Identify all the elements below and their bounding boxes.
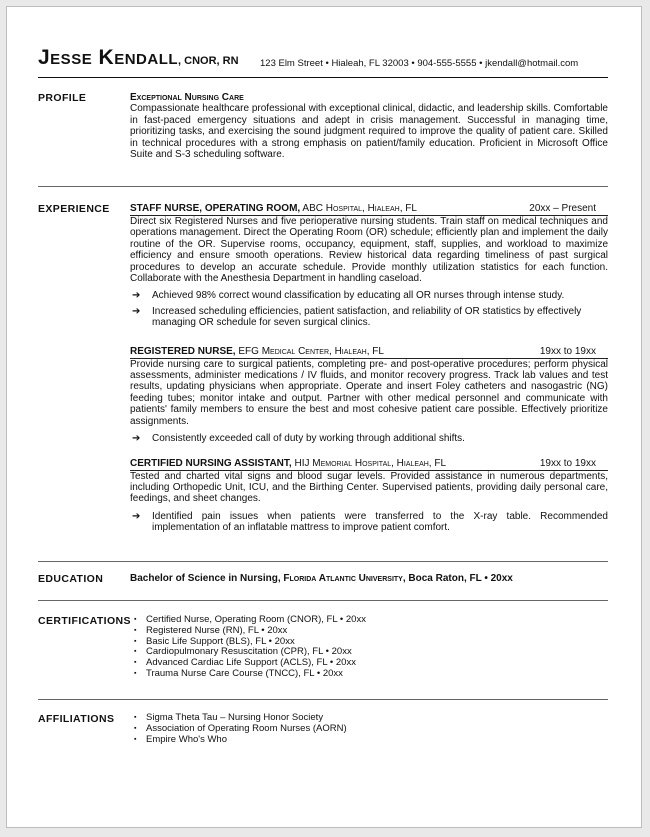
certifications-section [38, 615, 608, 687]
job-header [130, 203, 608, 216]
experience-label: EXPERIENCE [38, 203, 110, 215]
list-item: ▪ Sigma Theta Tau – Nursing Honor Society [134, 713, 612, 724]
experience-section [38, 203, 608, 553]
last-name: Kendall [98, 46, 179, 69]
arrow-right-icon: ➔ [132, 510, 141, 522]
job-title: REGISTERED NURSE, [130, 345, 236, 357]
list-item: ▪ Basic Life Support (BLS), FL • 20xx [134, 637, 612, 648]
job-dates: 19xx to 19xx [539, 345, 596, 357]
job-employer: HIJ Memorial Hospital, Hialeah, FL [291, 457, 447, 469]
school-name: Florida Atlantic University [283, 573, 403, 584]
job-title: CERTIFIED NURSING ASSISTANT, [130, 457, 292, 469]
profile-heading: Exceptional Nursing Care [130, 92, 244, 103]
arrow-right-icon: ➔ [132, 305, 141, 317]
affiliations-body [134, 713, 612, 745]
achievement-text: Increased scheduling efficiencies, patient satisfaction, and reliability of OR statistics by effectively managing OR schedule for seven surgical clinics. [152, 305, 582, 329]
section-divider [38, 186, 608, 187]
list-item: ▪ Advanced Cardiac Life Support (ACLS), FL • 20xx [134, 658, 612, 669]
credentials: , CNOR, RN [178, 55, 239, 67]
arrow-right-icon: ➔ [132, 433, 141, 445]
profile-text: Compassionate healthcare professional with exceptional clinical, didactic, and leadership skills. Comfortable in fast-paced emergency situations and adept in crisis management. Successful in managing time, prioritizing tasks, and exercising the sound judgment required to improve the quality of patient care. Skilled in technical procedures with a strong emphasis on patient/family education. Proficient in Microsoft Office Suite and S-3 scheduling software. [130, 103, 608, 161]
degree: Bachelor of Science in Nursing, [130, 573, 284, 584]
education-body [130, 573, 608, 584]
certifications-body [134, 615, 612, 680]
school-location: , Boca Raton, FL • 20xx [402, 573, 513, 584]
list-item: ▪ Association of Operating Room Nurses (AORN) [134, 724, 612, 735]
job-entry [130, 203, 608, 329]
affiliations-section [38, 713, 608, 749]
job-employer: ABC Hospital, Hialeah, FL [300, 203, 417, 214]
job-dates: 19xx to 19xx [539, 457, 596, 469]
list-item: ▪ Cardiopulmonary Resuscitation (CPR), FL • 20xx [134, 647, 612, 658]
list-item: ▪ Empire Who's Who [134, 735, 612, 746]
list-item: ▪ Registered Nurse (RN), FL • 20xx [134, 626, 612, 637]
achievement-item [130, 290, 608, 301]
achievement-text: Consistently exceeded call of duty by working through additional shifts. [152, 433, 465, 445]
job-header [130, 346, 608, 359]
achievement-item [130, 511, 608, 534]
certification-list [134, 615, 612, 680]
job-header [130, 458, 608, 471]
education-section [38, 573, 608, 589]
candidate-name [38, 46, 239, 70]
certifications-label: CERTIFICATIONS [38, 615, 131, 627]
section-divider [38, 600, 608, 601]
experience-body [130, 203, 608, 534]
achievement-item [130, 306, 608, 329]
contact-info: 123 Elm Street • Hialeah, FL 32003 • 904-555-5555 • jkendall@hotmail.com [260, 58, 579, 69]
achievement-item [130, 433, 608, 444]
job-title: STAFF NURSE, OPERATING ROOM, [130, 203, 301, 214]
arrow-right-icon: ➔ [132, 290, 141, 302]
list-item: ▪ Certified Nurse, Operating Room (CNOR), FL • 20xx [134, 615, 612, 626]
job-employer: EFG Medical Center, Hialeah, FL [235, 345, 384, 357]
job-dates: 20xx – Present [529, 203, 596, 214]
resume-header [38, 46, 608, 78]
list-item: ▪ Trauma Nurse Care Course (TNCC), FL • 20xx [134, 669, 612, 680]
job-entry [130, 346, 608, 445]
first-name: Jesse [38, 46, 93, 69]
section-divider [38, 699, 608, 700]
achievement-text: Achieved 98% correct wound classification by educating all OR nurses through intense study. [152, 290, 565, 302]
education-label: EDUCATION [38, 573, 104, 585]
profile-label: PROFILE [38, 92, 87, 104]
job-entry [130, 458, 608, 534]
profile-body [130, 92, 608, 160]
job-description: Tested and charted vital signs and blood sugar levels. Provided assistance in numerous departments, including Orthopedic Unit, ICU, and the Birthing Center. Supervised patients, providing daily personal care, feedings, and sheet changes. [130, 470, 608, 505]
job-description: Direct six Registered Nurses and five perioperative nursing students. Train staff on medical techniques and operations management. Direct the Operating Room (OR) schedule; efficiently plan and implement the daily routine of the OR. Supervise rooms, occupancy, equipment, staff, supplies, and workload to maximize efficiency and ensure smooth operations. Review historical data regarding timeliness of past surgical procedures to develop an accurate schedule. Provide monthly utilization statistics for each function. Collaborate with the Anesthesia Department in handling caseload. [130, 216, 608, 285]
profile-section [38, 92, 608, 172]
job-description: Provide nursing care to surgical patients, completing pre- and post-operative procedures; perform physical assessments, administer medications / IV fluids, and monitor recovery progress. Track lab values and test results, updating physicians when appropriate. Operate and insert Foley catheters and nasogastric (NG) feeding tubes; monitor intake and output. Partner with other medical personnel and communicate with patients' family members to ensure the best and most cohesive patient care possible. Effectively prioritize assignments. [130, 358, 608, 427]
achievement-text: Identified pain issues when patients were transferred to the X-ray table. Recommended implementation of an inflatable mattress to improve patient comfort. [152, 510, 608, 534]
section-divider [38, 561, 608, 562]
affiliations-label: AFFILIATIONS [38, 713, 115, 725]
affiliation-list [134, 713, 612, 745]
